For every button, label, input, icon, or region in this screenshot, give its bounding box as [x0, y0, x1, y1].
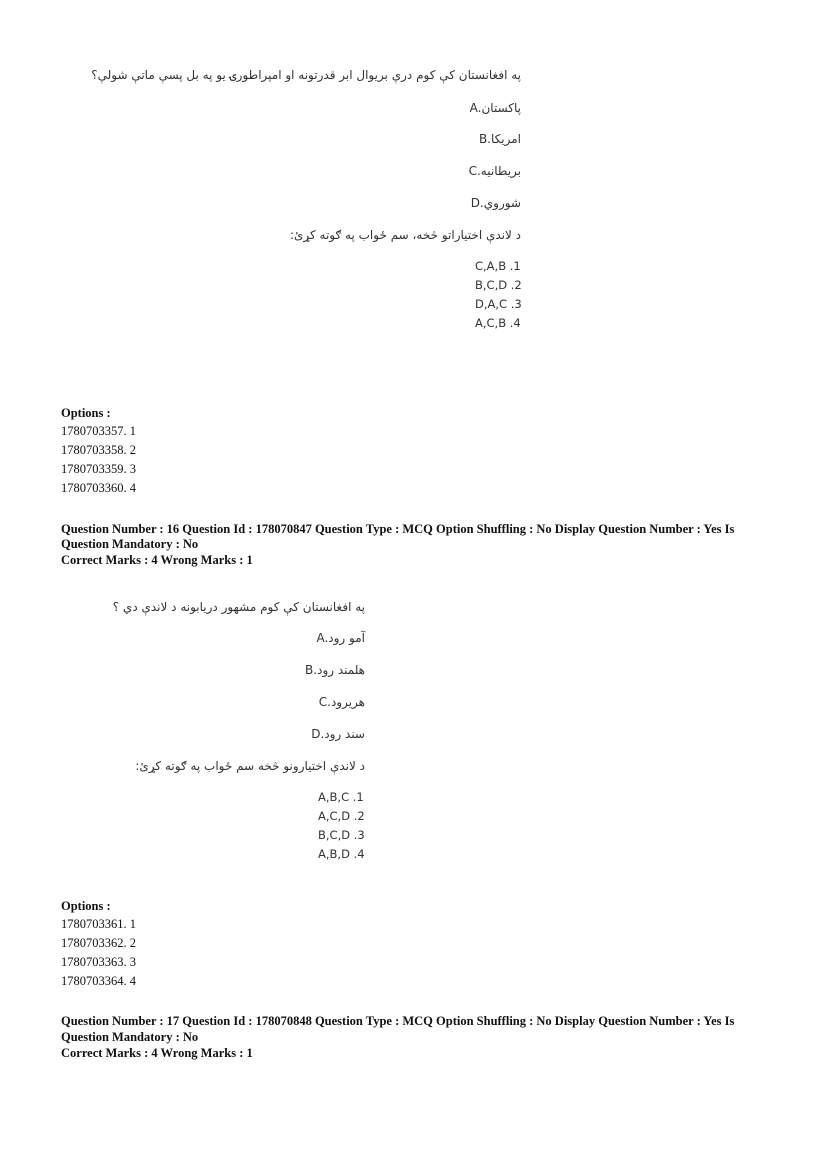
q15-options-heading: Options : [61, 406, 111, 420]
q15-combo-1: C,A,B .1 [475, 259, 521, 273]
q15-choice-c: C.بریطانیه [468, 164, 521, 178]
q15-question-text: په افغانستان کې کوم درې بریوال ابر قدرتونه او امپراطورۍ یو په بل پسې ماتې شولې؟ [91, 68, 521, 82]
q17-header-line1: Question Number : 17 Question Id : 178070848 Question Type : MCQ Option Shuffling : No Display Question Number : Yes Is [61, 1014, 735, 1028]
q15-combo-3: D,A,C .3 [475, 297, 522, 311]
q15-option-4: 1780703360. 4 [61, 481, 136, 495]
q16-choice-b: B.هلمند رود [305, 663, 365, 677]
q16-header-line1: Question Number : 16 Question Id : 178070847 Question Type : MCQ Option Shuffling : No Display Question Number : Yes Is [61, 522, 735, 536]
q16-option-2: 1780703362. 2 [61, 936, 136, 950]
q16-combo-3: B,C,D .3 [318, 828, 365, 842]
q16-choice-c: C.هریرود [318, 695, 365, 709]
q15-combo-4: A,C,B .4 [475, 316, 521, 330]
q16-choice-a: A.آمو رود [316, 631, 365, 645]
q16-option-4: 1780703364. 4 [61, 974, 136, 988]
q15-choice-b: B.امریکا [478, 132, 521, 146]
q16-option-1: 1780703361. 1 [61, 917, 136, 931]
q16-header-line2: Question Mandatory : No [61, 537, 199, 551]
q16-combo-2: A,C,D .2 [318, 809, 365, 823]
q15-option-1: 1780703357. 1 [61, 424, 136, 438]
q17-marks: Correct Marks : 4 Wrong Marks : 1 [61, 1046, 253, 1060]
q17-header-line2: Question Mandatory : No [61, 1030, 199, 1044]
q16-marks: Correct Marks : 4 Wrong Marks : 1 [61, 553, 253, 567]
q16-instruction: د لاندې اختیارونو څخه سم ځواب په ګوته کړئ: [135, 759, 365, 773]
q15-combo-2: B,C,D .2 [475, 278, 522, 292]
q16-question-text: په افغانستان کې کوم مشهور دریابونه د لاندې دي ؟ [112, 600, 365, 614]
q15-choice-d: D.شوروي [470, 196, 521, 210]
q15-option-2: 1780703358. 2 [61, 443, 136, 457]
q16-combo-4: A,B,D .4 [318, 847, 365, 861]
q16-option-3: 1780703363. 3 [61, 955, 136, 969]
q15-choice-a: A.پاکستان [469, 101, 521, 115]
q16-options-heading: Options : [61, 899, 111, 913]
q15-option-3: 1780703359. 3 [61, 462, 136, 476]
q16-combo-1: A,B,C .1 [318, 790, 364, 804]
q15-instruction: د لاندې اختیاراتو څخه، سم ځواب په ګوته کړئ: [289, 228, 521, 242]
q16-choice-d: D.سند رود [311, 727, 365, 741]
